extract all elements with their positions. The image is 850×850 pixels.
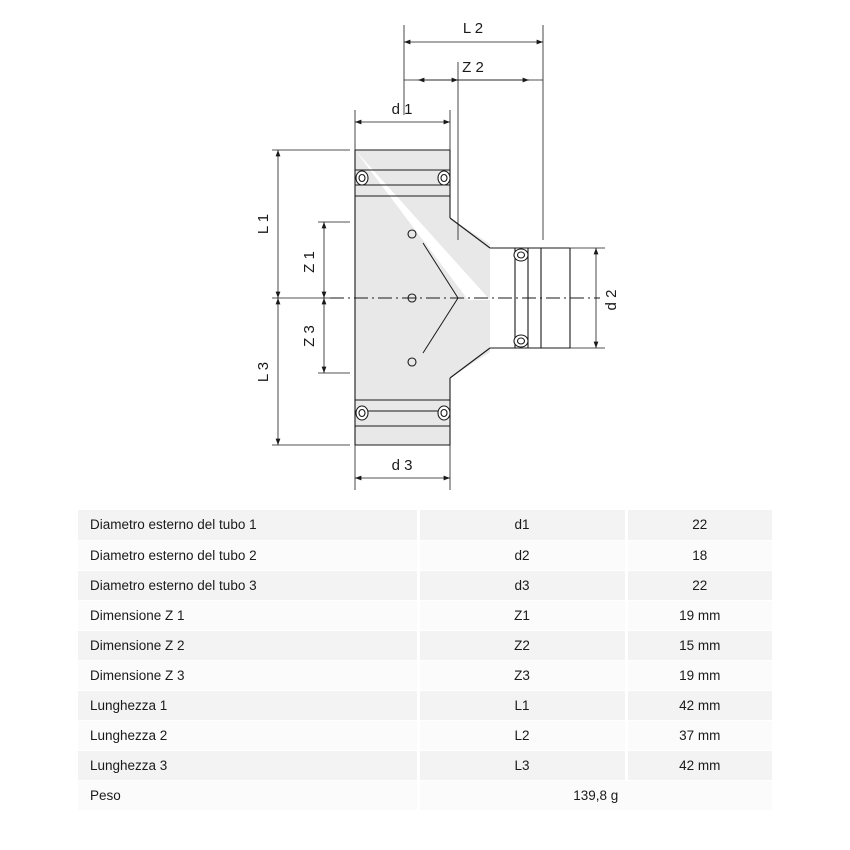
- table-row: [78, 780, 772, 810]
- table-row: [78, 630, 772, 660]
- table-cell-value: 18: [626, 540, 772, 570]
- table-cell-symbol: Z1: [418, 600, 626, 630]
- table-cell-name: Peso: [78, 780, 418, 810]
- table-cell-value: 19 mm: [626, 660, 772, 690]
- dim-label-L3: L 3: [255, 361, 272, 383]
- dim-label-Z3: Z 3: [301, 325, 318, 347]
- table-cell-symbol: d2: [418, 540, 626, 570]
- table-cell-symbol: L2: [418, 720, 626, 750]
- table-cell-name: Dimensione Z 2: [78, 630, 418, 660]
- table-cell-name: Diametro esterno del tubo 3: [78, 570, 418, 600]
- table-cell-value: 15 mm: [626, 630, 772, 660]
- table-row: [78, 750, 772, 780]
- table-cell-value: 22: [626, 570, 772, 600]
- table-cell-symbol: Z2: [418, 630, 626, 660]
- table-cell-name: Lunghezza 2: [78, 720, 418, 750]
- table-cell-name: Diametro esterno del tubo 1: [78, 510, 418, 540]
- table-cell-value: 22: [626, 510, 772, 540]
- table-cell-symbol: L3: [418, 750, 626, 780]
- table-cell-value: 37 mm: [626, 720, 772, 750]
- specification-table-body: [78, 510, 772, 810]
- table-cell-value: 42 mm: [626, 690, 772, 720]
- table-row: [78, 720, 772, 750]
- fitting-body: [355, 150, 570, 445]
- table-row: [78, 540, 772, 570]
- specification-table: [78, 510, 772, 811]
- table-row: [78, 570, 772, 600]
- table-row: [78, 660, 772, 690]
- table-cell-name: Lunghezza 1: [78, 690, 418, 720]
- table-cell-symbol: d3: [418, 570, 626, 600]
- dim-label-Z1: Z 1: [301, 251, 318, 273]
- table-cell-name: Lunghezza 3: [78, 750, 418, 780]
- table-cell-value: 19 mm: [626, 600, 772, 630]
- table-cell-name: Dimensione Z 3: [78, 660, 418, 690]
- dim-label-d3: d 3: [391, 457, 413, 474]
- dim-label-L1: L 1: [255, 213, 272, 235]
- table-row: [78, 600, 772, 630]
- table-cell-symbol: L1: [418, 690, 626, 720]
- dim-label-d2: d 2: [603, 289, 620, 311]
- table-cell-symbol: d1: [418, 510, 626, 540]
- dim-label-Z2: Z 2: [462, 59, 484, 76]
- table-row: [78, 510, 772, 540]
- table-cell-name: Diametro esterno del tubo 2: [78, 540, 418, 570]
- table-cell-name: Dimensione Z 1: [78, 600, 418, 630]
- dim-label-L2: L 2: [462, 20, 484, 37]
- table-cell-value: 139,8 g: [418, 780, 772, 810]
- table-cell-symbol: Z3: [418, 660, 626, 690]
- table-cell-value: 42 mm: [626, 750, 772, 780]
- table-row: [78, 690, 772, 720]
- dim-label-d1: d 1: [391, 101, 413, 118]
